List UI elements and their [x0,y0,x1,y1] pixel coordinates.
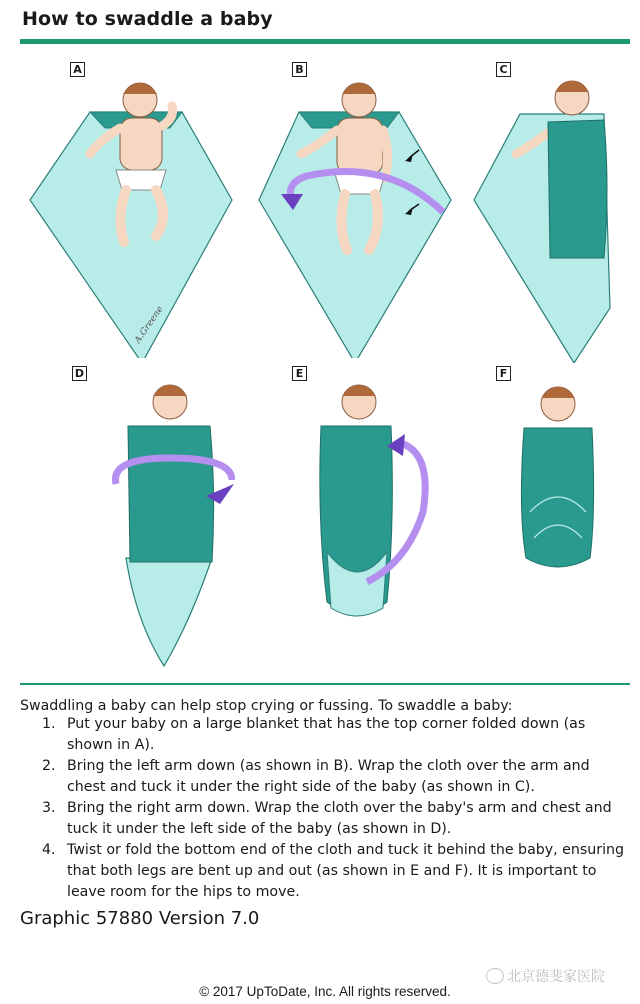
chat-logo-icon [486,968,504,984]
page-title: How to swaddle a baby [22,8,273,30]
illustration-blanket-f [454,362,630,667]
panel-label: E [292,366,307,381]
illustration-blanket-e [237,362,452,667]
panel-label: A [70,62,85,77]
panel-label: B [292,62,307,77]
illustration-blanket-b [237,58,452,358]
graphic-version: Graphic 57880 Version 7.0 [20,908,260,929]
panel-label: F [496,366,511,381]
section-divider [20,683,630,685]
steps-list [20,714,632,903]
watermark: 北京德斐家医院 [486,966,605,986]
illustration-blanket-d [20,362,235,667]
list-item: 4. Twist or fold the bottom end of the cloth and tuck it behind the baby, ensuring that both legs are bent up and out (as shown in E and F). It is important to leave room for the hips to move. [42,842,625,900]
panel-a [20,58,235,358]
intro-text: Swaddling a baby can help stop crying or fussing. To swaddle a baby: [20,698,513,714]
illustration-blanket-a [20,58,235,358]
artist-signature: A.Greene [132,304,166,346]
list-item: 2. Bring the left arm down (as shown in B). Wrap the cloth over the arm and chest and tuck it under the right side of the baby (as shown in C). [42,758,590,795]
panel-d [20,362,235,667]
copyright-notice: © 2017 UpToDate, Inc. All rights reserved. [199,984,451,999]
panel-c [454,58,630,363]
panel-label: D [72,366,87,381]
panel-b [237,58,452,358]
panel-f [454,362,630,667]
panel-label: C [496,62,511,77]
list-item: 3. Bring the right arm down. Wrap the cloth over the baby's arm and chest and tuck it under the left side of the baby (as shown in D). [42,800,612,837]
list-item: 1. Put your baby on a large blanket that has the top corner folded down (as shown in A). [42,716,586,753]
header-divider [20,39,630,44]
panel-e [237,362,452,667]
illustration-blanket-c [454,58,630,363]
